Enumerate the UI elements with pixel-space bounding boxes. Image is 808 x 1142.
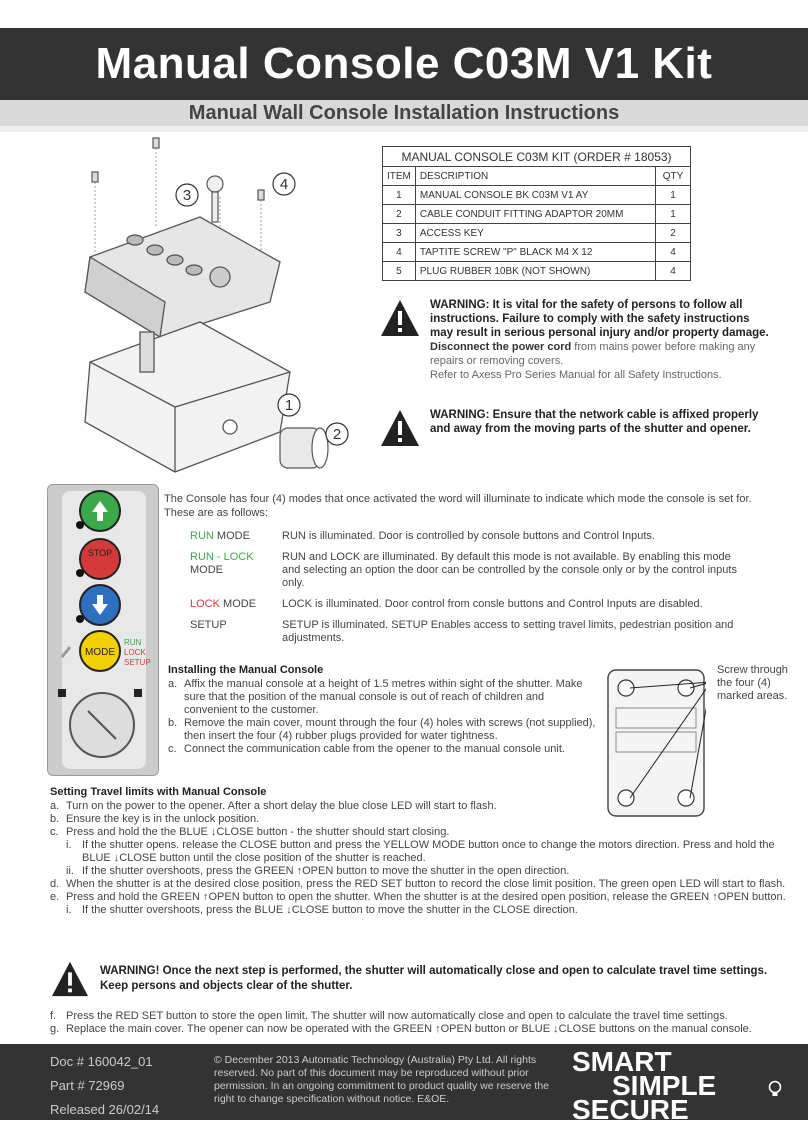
list-item [50, 878, 790, 891]
list-text: Press and hold the GREEN ↑OPEN button to open the shutter. When the shutter is at the desired open position, release the GREEN ↑OPEN button. [66, 891, 786, 903]
list-label: i. [66, 839, 72, 851]
table-cell: PLUG RUBBER 10BK (NOT SHOWN) [415, 262, 655, 281]
list-label: a. [168, 678, 178, 690]
screw-icon [153, 138, 159, 148]
list-text: When the shutter is at the desired close position, press the RED SET button to record the close limit position. The green open LED will start to flash. [66, 878, 786, 890]
table-header: QTY [656, 167, 691, 186]
mode-label: MODE [85, 647, 115, 658]
list-label: a. [50, 800, 60, 812]
list-label: c. [168, 743, 177, 755]
list-text: If the shutter overshoots, press the BLUE ↓CLOSE button to move the shutter in the CLOSE direction. [82, 904, 578, 916]
list-item [50, 839, 790, 865]
mode-name: RUN - LOCK [190, 551, 254, 563]
callout-3-label: 3 [182, 187, 192, 204]
list-text: Replace the main cover. The opener can now be operated with the GREEN ↑OPEN button or BLUE ↓CLOSE buttons on the manual console. [66, 1023, 752, 1035]
stop-label: STOP [87, 548, 113, 558]
warning-cable-text: WARNING: Ensure that the network cable is affixed properly and away from the moving parts of the shutter and opener. [430, 409, 759, 435]
list-item [50, 826, 790, 839]
table-row [383, 186, 691, 205]
part-number: Part # 72969 [50, 1078, 125, 1093]
table-header: DESCRIPTION [415, 167, 655, 186]
list-label: e. [50, 891, 60, 903]
list-item [50, 813, 790, 826]
table-cell: 1 [383, 186, 416, 205]
list-text: Press and hold the the BLUE ↓CLOSE button - the shutter should start closing. [66, 826, 450, 838]
mode-name: LOCK [190, 598, 220, 610]
list-label: d. [50, 878, 60, 890]
table-cell: 2 [656, 224, 691, 243]
list-item [190, 530, 750, 543]
warning-safety [380, 298, 770, 382]
list-item [190, 551, 750, 590]
warning-cable [380, 408, 770, 436]
table-row [383, 224, 691, 243]
table-cell: 4 [656, 262, 691, 281]
warning-icon [380, 298, 420, 338]
page-title: Manual Console C03M V1 Kit [95, 39, 713, 88]
kit-table-caption: MANUAL CONSOLE C03M KIT (ORDER # 18053) [383, 147, 691, 167]
modes-intro: The Console has four (4) modes that once activated the word will illuminate to indicate which mode the console is set for. These are as follows: [164, 493, 752, 519]
list-text: Affix the manual console at a height of 1.5 metres within sight of the shutter. Make sure that the position of the manual console is out of reach of children and convenient to the customer. [184, 678, 583, 716]
list-text: Press the RED SET button to store the open limit. The shutter will now automatically close and open to calculate the travel time settings. [66, 1010, 728, 1022]
warning-safety-text: WARNING: It is vital for the safety of persons to follow all instructions. Failure to comply with the safety instructions may result in serious personal injury and/or property damage. [430, 299, 769, 339]
exploded-diagram [80, 132, 370, 482]
list-item [190, 598, 750, 611]
list-text: Turn on the power to the opener. After a short delay the blue close LED will start to flash. [66, 800, 497, 812]
travel-title: Setting Travel limits with Manual Console [50, 786, 267, 798]
wrench-icon [62, 647, 70, 657]
callout-1-label: 1 [284, 397, 294, 414]
release-date: Released 26/02/14 [50, 1102, 160, 1117]
lock-led-label: LOCK [124, 648, 146, 657]
warning-icon [50, 960, 90, 998]
list-item [50, 800, 790, 813]
subheader-bar [0, 100, 808, 126]
slogan-secure: SECURE [572, 1094, 689, 1125]
list-label: b. [50, 813, 60, 825]
list-text: If the shutter overshoots, press the GREEN ↑OPEN button to move the shutter in the open direction. [82, 865, 570, 877]
list-text: If the shutter opens. release the CLOSE button and press the YELLOW MODE button once to change the motors direction. Press and hold the BLUE ↓CLOSE button until the close position of the shutter is reached. [82, 839, 775, 864]
mode-name-suffix: MODE [213, 530, 250, 542]
unlock-icon [134, 689, 142, 697]
mode-desc: RUN and LOCK are illuminated. By default this mode is not available. By enabling this mode and selecting an option the door can be controlled by the console only or by the control inputs only. [282, 551, 737, 589]
list-label: ii. [66, 865, 74, 877]
mode-desc: LOCK is illuminated. Door control from consle buttons and Control Inputs are disabled. [282, 598, 703, 610]
slogan [572, 1046, 717, 1125]
table-cell: TAPTITE SCREW "P" BLACK M4 X 12 [415, 243, 655, 262]
list-label: b. [168, 717, 178, 729]
header-bar [0, 28, 808, 100]
warning-power-bold: Disconnect the power cord [430, 341, 572, 353]
list-item [50, 904, 790, 917]
screw-note: Screw through the four (4) marked areas. [717, 664, 788, 702]
warning-auto-cycle-text: WARNING! Once the next step is performed, the shutter will automatically close and open to calculate travel time settings. Keep persons and objects clear of the shutter. [100, 965, 768, 992]
kit-table [382, 146, 691, 281]
list-label: c. [50, 826, 59, 838]
list-label: g. [50, 1023, 60, 1035]
table-row [383, 262, 691, 281]
mode-name: RUN [190, 530, 214, 542]
mode-desc: SETUP is illuminated. SETUP Enables access to setting travel limits, pedestrian position and adjustments. [282, 619, 734, 644]
table-header-row [383, 167, 691, 186]
fitting-icon [280, 428, 328, 468]
list-label: i. [66, 904, 72, 916]
table-cell: 1 [656, 186, 691, 205]
warning-auto-cycle [50, 960, 790, 994]
mode-name-suffix: MODE [219, 598, 257, 610]
table-cell: 3 [383, 224, 416, 243]
copyright-text: © December 2013 Automatic Technology (Australia) Pty Ltd. All rights reserved. No part of this document may be reproduced without prior permission. In an ongoing commitment to product quality we reserve the right to change specification without notice. E&OE. [214, 1054, 550, 1105]
page-subtitle: Manual Wall Console Installation Instructions [188, 102, 620, 124]
table-row [383, 243, 691, 262]
list-item [50, 1010, 790, 1023]
table-cell: 4 [383, 243, 416, 262]
list-item [50, 865, 790, 878]
console-panel [47, 484, 159, 776]
console-box [85, 322, 290, 472]
stop-button-icon [80, 539, 120, 579]
screw-icon [258, 190, 264, 200]
key-icon [207, 176, 223, 222]
installing-section [168, 664, 596, 756]
console-cover [85, 217, 280, 337]
table-cell: CABLE CONDUIT FITTING ADAPTOR 20MM [415, 205, 655, 224]
screw-icon [92, 172, 98, 182]
callout-2-label: 2 [332, 426, 342, 443]
travel-section [50, 786, 790, 917]
slogan-smart: SMART [572, 1046, 672, 1077]
list-label: f. [50, 1010, 57, 1022]
slogan-simple: SIMPLE [612, 1070, 717, 1101]
footer [0, 1044, 808, 1125]
installing-title: Installing the Manual Console [168, 664, 324, 676]
run-led-label: RUN [124, 638, 142, 647]
table-cell: 4 [656, 243, 691, 262]
table-cell: ACCESS KEY [415, 224, 655, 243]
table-cell: MANUAL CONSOLE BK C03M V1 AY [415, 186, 655, 205]
mode-name: SETUP [190, 619, 227, 631]
table-cell: 5 [383, 262, 416, 281]
lock-icon [58, 689, 66, 697]
list-text: Remove the main cover, mount through the four (4) holes with screws (not supplied), then insert the four (4) rubber plugs provided for water tightness. [184, 717, 596, 742]
list-item [50, 1023, 790, 1036]
list-item [50, 891, 790, 904]
list-text: Connect the communication cable from the opener to the manual console unit. [184, 743, 565, 755]
table-row [383, 205, 691, 224]
mode-desc: RUN is illuminated. Door is controlled by console buttons and Control Inputs. [282, 530, 655, 542]
final-steps [50, 1010, 790, 1036]
mode-name-suffix: MODE [190, 564, 223, 576]
setup-led-label: SETUP [124, 658, 151, 667]
doc-number: Doc # 160042_01 [50, 1054, 153, 1069]
list-text: Ensure the key is in the unlock position. [66, 813, 260, 825]
warning-icon [380, 408, 420, 448]
table-cell: 2 [383, 205, 416, 224]
list-item [190, 619, 750, 645]
warning-refer-text: Refer to Axess Pro Series Manual for all Safety Instructions. [430, 369, 722, 381]
list-item [168, 743, 596, 756]
modes-list [190, 530, 750, 653]
lightbulb-icon [768, 1080, 782, 1100]
warning-power-text: from mains power before making any repairs or removing covers. [430, 341, 756, 367]
table-header: ITEM [383, 167, 416, 186]
callout-4-label: 4 [279, 176, 289, 193]
table-cell: 1 [656, 205, 691, 224]
list-item [168, 717, 596, 743]
list-item [168, 678, 596, 717]
